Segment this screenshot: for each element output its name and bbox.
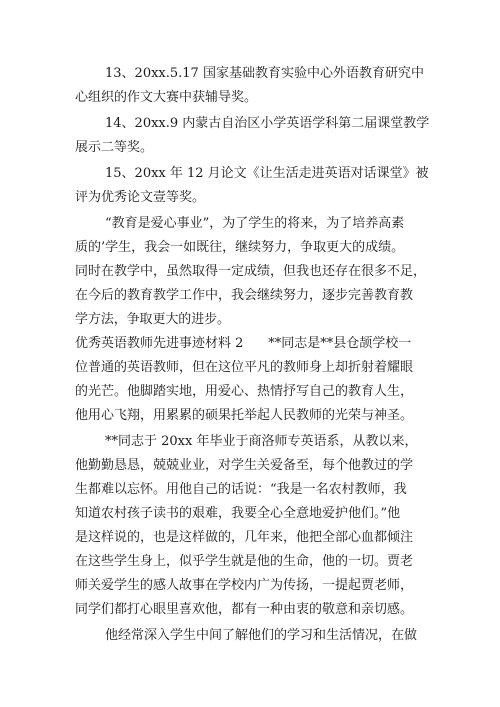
text-line: 展示二等奖。 [75, 140, 154, 155]
text-line: 在这些学生身上，似乎学生就是他的生命，他的一切。贾老 [75, 554, 414, 569]
text-line: 是这样说的，也是这样做的，几年来，他把全部心血都倾注 [75, 530, 414, 545]
text-line: 质的’学生，我会一如既往，继续努力，争取更大的成绩。 [75, 240, 405, 255]
text-line: 知道农村孩子读书的艰难，我要全心全意地爱护他们。”他 [75, 506, 401, 521]
text-line: 师关爱学生的感人故事在学校内广为传扬，一提起贾老师， [75, 578, 414, 593]
text-line: 他经常深入学生中间了解他们的学习和生活情况，在做 [105, 628, 418, 643]
text-line: 优秀英语教师先进事迹材料 2 **同志是**县仓颉学校一 [75, 336, 412, 351]
text-line: **同志于 20xx 年毕业于商洛师专英语系，从教以来， [105, 434, 418, 449]
text-line: 生都难以忘怀。用他自己的话说：“我是一名农村教师，我 [75, 482, 407, 497]
text-line: 在今后的教育教学工作中，我会继续努力，逐步完善教育教 [75, 288, 414, 303]
text-line: 15、20xx 年 12 月论文《让生活走进英语对话课堂》被 [105, 166, 429, 181]
text-line: 位普通的英语教师，但在这位平凡的教师身上却折射着耀眼 [75, 360, 414, 375]
text-line: 14、20xx.9 内蒙古自治区小学英语学科第二届课堂教学 [105, 116, 430, 131]
text-line: “教育是爱心事业”，为了学生的将来，为了培养高素 [105, 216, 405, 231]
text-line: 他勤勤恳恳，兢兢业业，对学生关爱备至，每个他教过的学 [75, 458, 414, 473]
text-line: 学方法，争取更大的进步。 [75, 312, 230, 327]
text-line: 同学们都打心眼里喜欢他，都有一种由衷的敬意和亲切感。 [75, 602, 414, 617]
text-line: 心组织的作文大赛中获辅导奖。 [75, 90, 258, 105]
text-line: 他用心飞翔，用累累的硕果托举起人民教师的光荣与神圣。 [75, 408, 414, 423]
text-line: 同时在教学中，虽然取得一定成绩，但我也还存在很多不足， [75, 264, 427, 279]
text-line: 的光芒。他脚踏实地，用爱心、热情抒写自己的教育人生， [75, 384, 414, 399]
text-line: 评为优秀论文壹等奖。 [75, 190, 206, 205]
text-line: 13、20xx.5.17 国家基础教育实验中心外语教育研究中 [105, 66, 424, 81]
